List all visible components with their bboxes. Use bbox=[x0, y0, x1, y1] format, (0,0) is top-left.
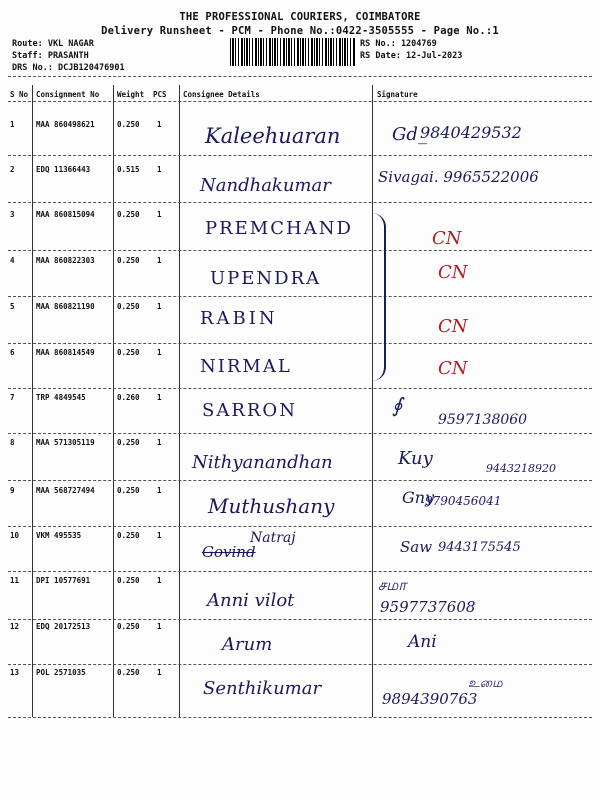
signature-scribble: Gny bbox=[402, 488, 435, 507]
staff-label: Staff: PRASANTH bbox=[12, 51, 89, 61]
header-weight: Weight bbox=[117, 90, 145, 99]
row-consignment: MAA 860815094 bbox=[36, 210, 95, 219]
signature-entry: 9443175545 bbox=[438, 540, 521, 555]
consignee-name: Kaleehuaran bbox=[205, 124, 341, 148]
consignee-name: Muthushany bbox=[208, 494, 335, 518]
row-weight: 0.260 bbox=[117, 393, 140, 402]
consignee-name: Nandhakumar bbox=[200, 175, 331, 196]
row-sno: 3 bbox=[10, 210, 15, 219]
row-weight: 0.250 bbox=[117, 438, 140, 447]
signature-scribble: Saw bbox=[400, 538, 433, 556]
barcode bbox=[230, 38, 355, 66]
signature-entry: CN bbox=[432, 228, 462, 249]
row-divider bbox=[8, 343, 592, 344]
row-pcs: 1 bbox=[157, 393, 162, 402]
row-weight: 0.250 bbox=[117, 348, 140, 357]
row-divider bbox=[8, 202, 592, 203]
row-sno: 10 bbox=[10, 531, 20, 540]
rs-date: RS Date: 12-Jul-2023 bbox=[360, 51, 463, 61]
signature-entry: CN bbox=[438, 262, 468, 283]
consignee-name: Natraj bbox=[250, 530, 296, 546]
row-consignment: EDQ 20172513 bbox=[36, 622, 91, 631]
consignee-name: Anni vilot bbox=[207, 590, 295, 611]
signature-scribble: Ani bbox=[408, 632, 437, 652]
row-sno: 4 bbox=[10, 256, 15, 265]
row-consignment: DPI 10577691 bbox=[36, 576, 91, 585]
row-pcs: 1 bbox=[157, 576, 162, 585]
row-weight: 0.250 bbox=[117, 668, 140, 677]
row-consignment: POL 2571035 bbox=[36, 668, 86, 677]
row-pcs: 1 bbox=[157, 668, 162, 677]
signature-entry: CN bbox=[438, 358, 468, 379]
consignee-name: RABIN bbox=[200, 308, 278, 329]
row-weight: 0.250 bbox=[117, 576, 140, 585]
row-consignment: EDQ 11366443 bbox=[36, 165, 91, 174]
header-sno: S No bbox=[10, 90, 29, 99]
consignee-name: Arum bbox=[222, 634, 273, 655]
consignee-name: UPENDRA bbox=[210, 268, 322, 289]
rs-number: RS No.: 1204769 bbox=[360, 39, 437, 49]
row-weight: 0.250 bbox=[117, 120, 140, 129]
row-pcs: 1 bbox=[157, 438, 162, 447]
row-sno: 5 bbox=[10, 302, 15, 311]
consignee-name: Senthikumar bbox=[203, 678, 322, 699]
runsheet-title: THE PROFESSIONAL COURIERS, COIMBATORE bbox=[179, 11, 421, 23]
row-pcs: 1 bbox=[157, 256, 162, 265]
row-consignment: VKM 495535 bbox=[36, 531, 82, 540]
row-consignment: MAA 860822303 bbox=[36, 256, 95, 265]
row-consignment: MAA 860821190 bbox=[36, 302, 95, 311]
row-weight: 0.250 bbox=[117, 302, 140, 311]
signature-entry: Sivagai. 9965522006 bbox=[378, 168, 539, 186]
header-divider-top bbox=[8, 76, 592, 77]
row-pcs: 1 bbox=[157, 348, 162, 357]
row-divider bbox=[8, 433, 592, 434]
row-pcs: 1 bbox=[157, 120, 162, 129]
row-sno: 11 bbox=[10, 576, 20, 585]
col-line-4 bbox=[372, 85, 373, 717]
row-consignment: MAA 571305119 bbox=[36, 438, 95, 447]
row-sno: 6 bbox=[10, 348, 15, 357]
bracket-mark bbox=[368, 213, 386, 381]
signature-scribble: ∮ bbox=[392, 393, 403, 417]
signature-entry: 9894390763 bbox=[382, 690, 478, 708]
row-divider bbox=[8, 296, 592, 297]
row-divider bbox=[8, 526, 592, 527]
row-weight: 0.250 bbox=[117, 210, 140, 219]
signature-scribble: சமா bbox=[378, 576, 407, 594]
row-sno: 2 bbox=[10, 165, 15, 174]
row-sno: 9 bbox=[10, 486, 15, 495]
signature-scribble: Gd_ bbox=[392, 124, 427, 145]
row-pcs: 1 bbox=[157, 622, 162, 631]
row-divider bbox=[8, 155, 592, 156]
header-pcs: PCS bbox=[153, 90, 167, 99]
signature-entry: 9790456041 bbox=[425, 494, 502, 508]
row-weight: 0.250 bbox=[117, 531, 140, 540]
col-line-2 bbox=[113, 85, 114, 717]
header-divider-bottom bbox=[8, 101, 592, 102]
col-line-3 bbox=[179, 85, 180, 717]
row-divider bbox=[8, 480, 592, 481]
header-signature: Signature bbox=[377, 90, 418, 99]
row-weight: 0.515 bbox=[117, 165, 140, 174]
row-weight: 0.250 bbox=[117, 622, 140, 631]
row-weight: 0.250 bbox=[117, 486, 140, 495]
signature-entry: 9443218920 bbox=[486, 462, 556, 475]
signature-scribble: Kuy bbox=[398, 448, 433, 469]
signature-scribble: Govind bbox=[202, 543, 256, 561]
consignee-name: PREMCHAND bbox=[205, 218, 353, 239]
runsheet-subtitle: Delivery Runsheet - PCM - Phone No.:0422-3505555 - Page No.:1 bbox=[101, 25, 499, 37]
row-consignment: MAA 860498621 bbox=[36, 120, 95, 129]
row-sno: 13 bbox=[10, 668, 20, 677]
row-divider bbox=[8, 250, 592, 251]
row-sno: 1 bbox=[10, 120, 15, 129]
signature-scribble: உமை bbox=[468, 676, 503, 691]
row-pcs: 1 bbox=[157, 210, 162, 219]
drs-label: DRS No.: DCJB120476901 bbox=[12, 63, 125, 73]
consignee-name: NIRMAL bbox=[200, 356, 292, 377]
row-pcs: 1 bbox=[157, 302, 162, 311]
col-line-1 bbox=[32, 85, 33, 717]
row-weight: 0.250 bbox=[117, 256, 140, 265]
signature-entry: 9840429532 bbox=[420, 123, 522, 142]
row-divider bbox=[8, 717, 592, 718]
header-details: Consignee Details bbox=[183, 90, 260, 99]
row-divider bbox=[8, 664, 592, 665]
row-pcs: 1 bbox=[157, 165, 162, 174]
row-pcs: 1 bbox=[157, 486, 162, 495]
consignee-name: SARRON bbox=[202, 400, 297, 421]
consignee-name: Nithyanandhan bbox=[192, 452, 333, 473]
route-label: Route: VKL NAGAR bbox=[12, 39, 94, 49]
row-sno: 7 bbox=[10, 393, 15, 402]
row-divider bbox=[8, 388, 592, 389]
signature-entry: 9597737608 bbox=[380, 598, 476, 616]
row-divider bbox=[8, 619, 592, 620]
row-divider bbox=[8, 571, 592, 572]
row-consignment: TRP 4849545 bbox=[36, 393, 86, 402]
header-consignment: Consignment No bbox=[36, 90, 100, 99]
signature-entry: 9597138060 bbox=[438, 412, 528, 428]
row-sno: 12 bbox=[10, 622, 20, 631]
row-pcs: 1 bbox=[157, 531, 162, 540]
signature-entry: CN bbox=[438, 316, 468, 337]
row-sno: 8 bbox=[10, 438, 15, 447]
row-consignment: MAA 860814549 bbox=[36, 348, 95, 357]
row-consignment: MAA 568727494 bbox=[36, 486, 95, 495]
